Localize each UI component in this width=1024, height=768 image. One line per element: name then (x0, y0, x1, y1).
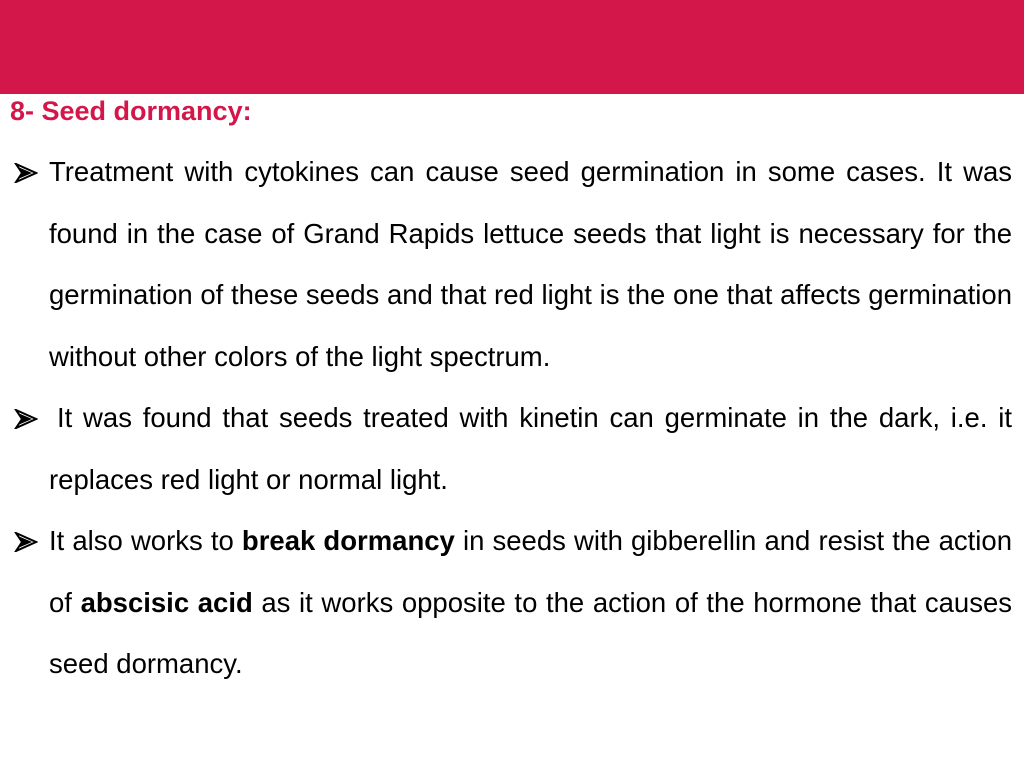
bullet-text: Treatment with cytokines can cause seed germination in some cases. It was found in the case of Grand Rapids lettuce seeds that light is necessary for the germination of these seeds and that red light is the one that affects germination without other colors of the light spectrum. (49, 156, 1012, 372)
bold-term-abscisic-acid: abscisic acid (80, 586, 253, 618)
bullet-item-3 (0, 510, 1012, 695)
bullet-list (0, 141, 1024, 695)
bullet-text-part: It also works to (49, 525, 242, 556)
section-title: 8- Seed dormancy: (10, 96, 252, 126)
bullet-item-2 (0, 387, 1012, 510)
arrow-bullet-icon (14, 532, 38, 552)
bullet-text-part: in seeds with gibberellin and resist the action of (49, 525, 1012, 618)
bullet-text (49, 387, 1012, 510)
bullet-item-1 (0, 141, 1012, 387)
bullet-text-body: It was found that seeds treated with kinetin can germinate in the dark, i.e. it replaces red light or normal light. (49, 402, 1012, 495)
arrow-bullet-icon (14, 163, 38, 183)
bold-term-break-dormancy: break dormancy (241, 525, 455, 556)
header-banner (0, 0, 1024, 94)
bullet-text-part: as it works opposite to the action of the hormone that causes seed dormancy. (49, 586, 1013, 679)
bullet-text (49, 510, 1012, 695)
arrow-bullet-icon (14, 409, 38, 429)
